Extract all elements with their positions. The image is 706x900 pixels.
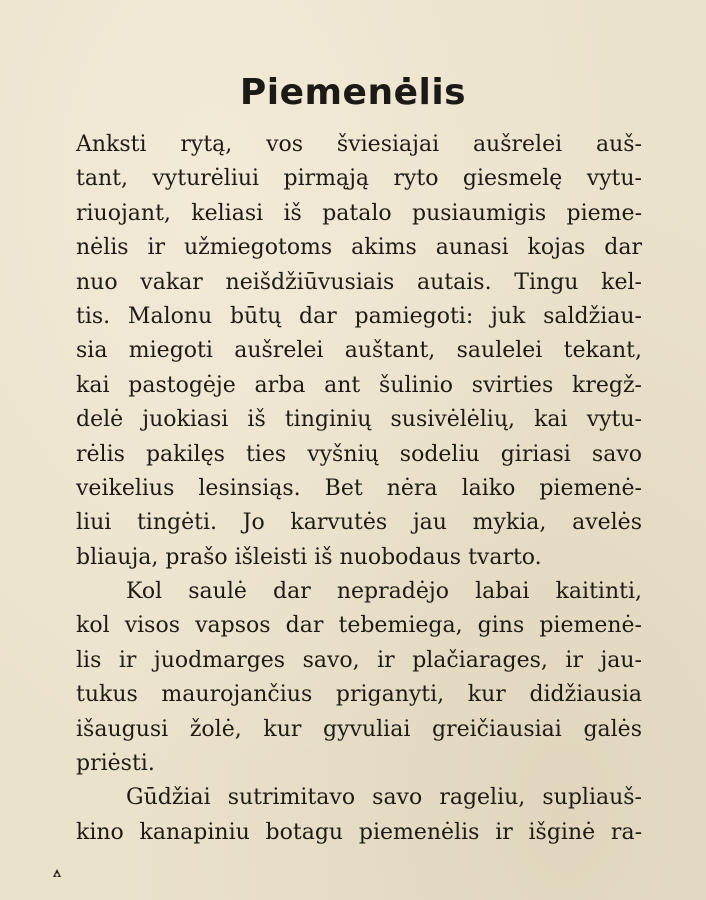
text-line: kino kanapiniu botagu piemenėlis ir išginė ra- bbox=[76, 819, 642, 845]
text-line: Kol saulė dar nepradėjo labai kaitinti, bbox=[126, 579, 642, 605]
text-line: tis. Malonu būtų dar pamiegoti: juk saldžiau- bbox=[76, 303, 642, 329]
text-line: lis ir juodmarges savo, ir plačiarages, ir jau- bbox=[76, 647, 642, 673]
page-title: Piemenėlis bbox=[239, 72, 467, 113]
text-line: rėlis pakilęs ties vyšnių sodeliu giriasi savo bbox=[76, 441, 642, 467]
text-line: išaugusi žolė, kur gyvuliai greičiausiai galės bbox=[76, 716, 642, 742]
text-line: kai pastogėje arba ant šulinio svirties kregž- bbox=[76, 372, 642, 398]
body-text bbox=[76, 128, 642, 850]
text-line: nuo vakar neišdžiūvusiais autais. Tingu kel- bbox=[76, 269, 642, 295]
text-line: kol visos vapsos dar tebemiega, gins piemenė- bbox=[76, 613, 642, 639]
text-line: bliauja, prašo išleisti iš nuobodaus tvarto. bbox=[76, 544, 542, 570]
printer-mark-icon bbox=[50, 866, 64, 880]
text-line: Anksti rytą, vos šviesiajai aušrelei auš- bbox=[76, 132, 642, 157]
text-line: priėsti. bbox=[76, 751, 155, 777]
text-line: veikelius lesinsiąs. Bet nėra laiko piemenė- bbox=[76, 475, 642, 501]
text-line: delė juokiasi iš tinginių susivėlėlių, kai vytu- bbox=[76, 407, 642, 433]
text-line: Gūdžiai sutrimitavo savo rageliu, supliauš- bbox=[126, 785, 642, 811]
text-line: sia miegoti aušrelei auštant, saulelei tekant, bbox=[76, 338, 642, 364]
text-line: liui tingėti. Jo karvutės jau mykia, avelės bbox=[76, 510, 642, 536]
text-line: tant, vyturėliui pirmąją ryto giesmelę vytu- bbox=[76, 166, 642, 192]
text-line: tukus maurojančius priganyti, kur didžiausia bbox=[76, 682, 642, 708]
text-line: riuojant, keliasi iš patalo pusiaumigis pieme- bbox=[76, 200, 642, 226]
text-line: nėlis ir užmiegotoms akims aunasi kojas dar bbox=[76, 235, 642, 261]
